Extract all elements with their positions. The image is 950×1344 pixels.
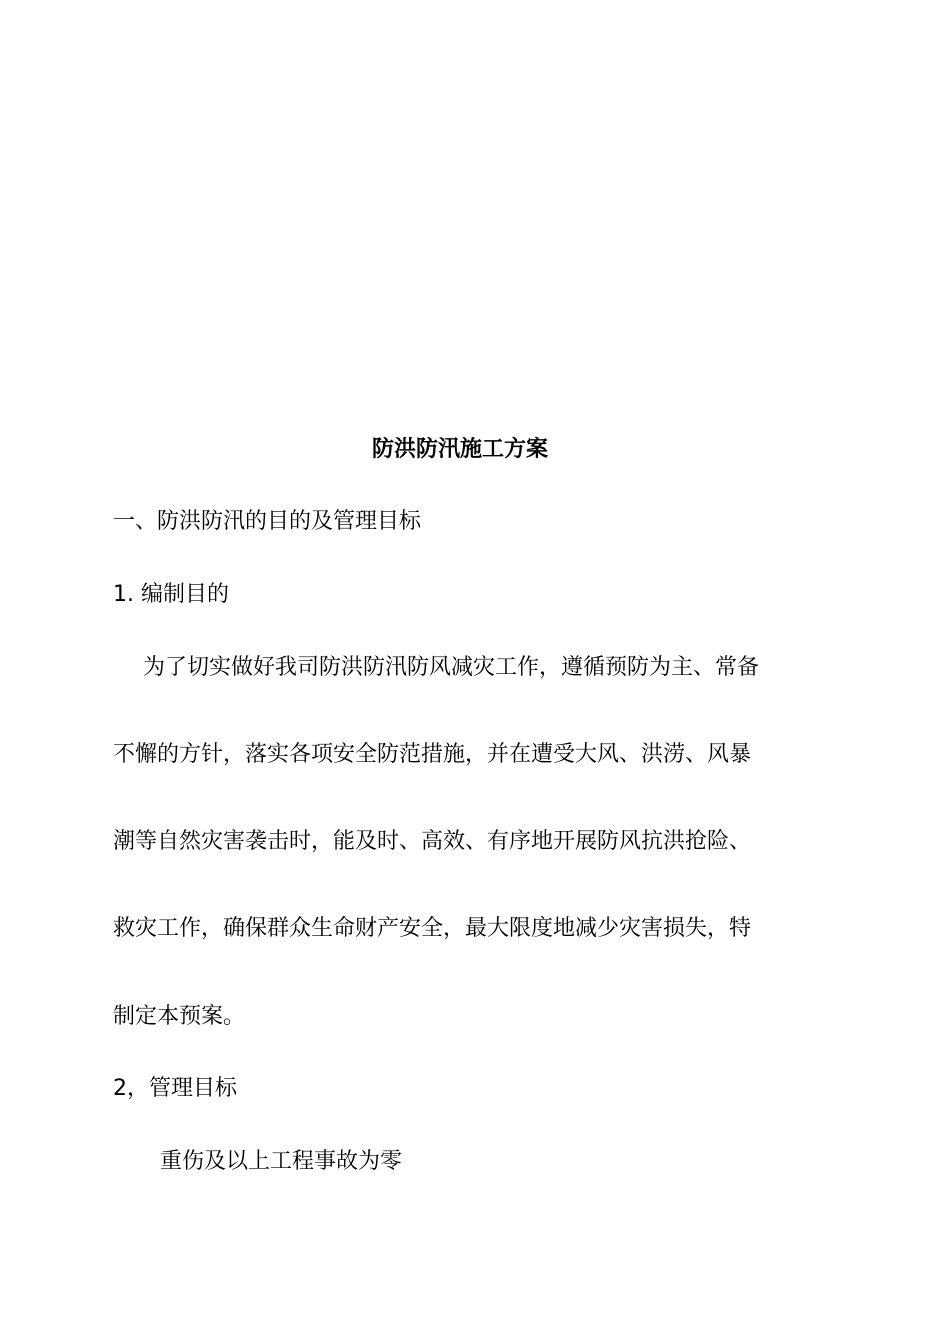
management-target-text: 重伤及以上工程事故为零 bbox=[160, 1149, 403, 1174]
section-heading: 一、防洪防汛的目的及管理目标 bbox=[113, 509, 422, 534]
document-title: 防洪防汛施工方案 bbox=[371, 437, 548, 462]
subsection-heading-target: 2，管理目标 bbox=[113, 1076, 237, 1101]
paragraph-line: 为了切实做好我司防洪防汛防风减灾工作，遵循预防为主、常备 bbox=[143, 655, 760, 680]
subsection-heading-purpose: 1. 编制目的 bbox=[113, 582, 229, 607]
paragraph-line: 制定本预案。 bbox=[113, 1004, 246, 1029]
paragraph-line: 救灾工作，确保群众生命财产安全，最大限度地减少灾害损失，特 bbox=[113, 916, 752, 941]
paragraph-line: 潮等自然灾害袭击时，能及时、高效、有序地开展防风抗洪抢险、 bbox=[113, 829, 752, 854]
paragraph-line: 不懈的方针，落实各项安全防范措施，并在遭受大风、洪涝、风暴 bbox=[113, 742, 752, 767]
